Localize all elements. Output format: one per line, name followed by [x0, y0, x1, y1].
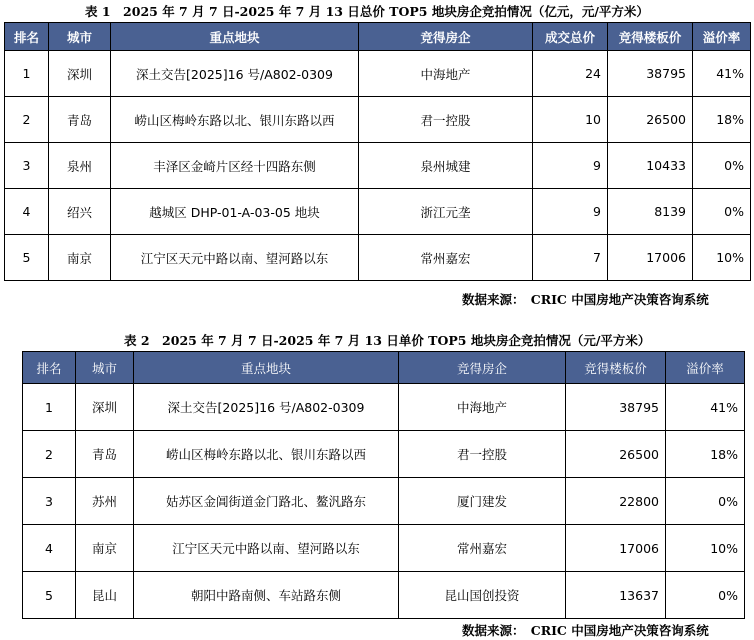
col-premium-rate: 溢价率 [666, 352, 745, 384]
top5-total-price-table [4, 22, 751, 281]
total-price-cell: 9 [533, 189, 608, 235]
city-cell: 昆山 [76, 572, 134, 619]
total-price-cell: 9 [533, 143, 608, 189]
premium-rate-cell: 0% [666, 572, 745, 619]
developer-cell: 君一控股 [359, 97, 533, 143]
rank-cell: 4 [23, 525, 76, 572]
rank-cell: 1 [5, 51, 49, 97]
developer-cell: 中海地产 [399, 384, 566, 431]
floor-price-cell: 26500 [566, 431, 666, 478]
col-floor-price: 竞得楼板价 [608, 23, 693, 51]
floor-price-cell: 8139 [608, 189, 693, 235]
rank-cell: 3 [5, 143, 49, 189]
floor-price-cell: 17006 [566, 525, 666, 572]
table-row [23, 525, 745, 572]
parcel-cell: 深土交告[2025]16 号/A802-0309 [111, 51, 359, 97]
table-header-row [5, 23, 751, 51]
city-cell: 深圳 [49, 51, 111, 97]
table-row [5, 235, 751, 281]
city-cell: 青岛 [76, 431, 134, 478]
col-developer: 竞得房企 [399, 352, 566, 384]
col-parcel: 重点地块 [111, 23, 359, 51]
table-row [23, 572, 745, 619]
total-price-cell: 7 [533, 235, 608, 281]
parcel-cell: 深土交告[2025]16 号/A802-0309 [134, 384, 399, 431]
rank-cell: 3 [23, 478, 76, 525]
city-cell: 青岛 [49, 97, 111, 143]
table-row [5, 189, 751, 235]
floor-price-cell: 10433 [608, 143, 693, 189]
floor-price-cell: 17006 [608, 235, 693, 281]
col-parcel: 重点地块 [134, 352, 399, 384]
rank-cell: 5 [23, 572, 76, 619]
parcel-cell: 江宁区天元中路以南、望河路以东 [134, 525, 399, 572]
floor-price-cell: 13637 [566, 572, 666, 619]
table-row [5, 51, 751, 97]
table2-caption: 表 2 2025 年 7 月 7 日-2025 年 7 月 13 日单价 TOP5 地块房企竞拍情况（元/平方米） [124, 333, 651, 348]
city-cell: 南京 [76, 525, 134, 572]
rank-cell: 2 [23, 431, 76, 478]
rank-cell: 1 [23, 384, 76, 431]
col-floor-price: 竞得楼板价 [566, 352, 666, 384]
table-row [23, 431, 745, 478]
col-rank: 排名 [23, 352, 76, 384]
floor-price-cell: 38795 [608, 51, 693, 97]
table1-caption: 表 1 2025 年 7 月 7 日-2025 年 7 月 13 日总价 TOP5 地块房企竞拍情况（亿元，元/平方米） [85, 4, 649, 19]
table2-source: 数据来源： CRIC 中国房地产决策咨询系统 [462, 623, 709, 638]
rank-cell: 2 [5, 97, 49, 143]
col-premium-rate: 溢价率 [693, 23, 751, 51]
developer-cell: 常州嘉宏 [359, 235, 533, 281]
developer-cell: 君一控股 [399, 431, 566, 478]
city-cell: 南京 [49, 235, 111, 281]
floor-price-cell: 26500 [608, 97, 693, 143]
table1-source: 数据来源： CRIC 中国房地产决策咨询系统 [462, 292, 709, 307]
table-row [23, 384, 745, 431]
parcel-cell: 朝阳中路南侧、车站路东侧 [134, 572, 399, 619]
table-row [5, 97, 751, 143]
city-cell: 深圳 [76, 384, 134, 431]
parcel-cell: 姑苏区金阊街道金门路北、鳌汎路东 [134, 478, 399, 525]
table-row [5, 143, 751, 189]
table-row [23, 478, 745, 525]
premium-rate-cell: 0% [666, 478, 745, 525]
developer-cell: 浙江元垄 [359, 189, 533, 235]
premium-rate-cell: 41% [666, 384, 745, 431]
developer-cell: 中海地产 [359, 51, 533, 97]
premium-rate-cell: 0% [693, 143, 751, 189]
developer-cell: 泉州城建 [359, 143, 533, 189]
col-city: 城市 [76, 352, 134, 384]
premium-rate-cell: 0% [693, 189, 751, 235]
parcel-cell: 丰泽区金崎片区经十四路东侧 [111, 143, 359, 189]
floor-price-cell: 22800 [566, 478, 666, 525]
developer-cell: 常州嘉宏 [399, 525, 566, 572]
parcel-cell: 崂山区梅岭东路以北、银川东路以西 [134, 431, 399, 478]
city-cell: 绍兴 [49, 189, 111, 235]
col-city: 城市 [49, 23, 111, 51]
city-cell: 苏州 [76, 478, 134, 525]
developer-cell: 昆山国创投资 [399, 572, 566, 619]
rank-cell: 5 [5, 235, 49, 281]
parcel-cell: 江宁区天元中路以南、望河路以东 [111, 235, 359, 281]
premium-rate-cell: 18% [693, 97, 751, 143]
premium-rate-cell: 18% [666, 431, 745, 478]
premium-rate-cell: 41% [693, 51, 751, 97]
top5-unit-price-table [22, 351, 745, 619]
floor-price-cell: 38795 [566, 384, 666, 431]
col-total-price: 成交总价 [533, 23, 608, 51]
total-price-cell: 24 [533, 51, 608, 97]
city-cell: 泉州 [49, 143, 111, 189]
developer-cell: 厦门建发 [399, 478, 566, 525]
parcel-cell: 越城区 DHP-01-A-03-05 地块 [111, 189, 359, 235]
premium-rate-cell: 10% [693, 235, 751, 281]
table-header-row [23, 352, 745, 384]
rank-cell: 4 [5, 189, 49, 235]
premium-rate-cell: 10% [666, 525, 745, 572]
col-developer: 竞得房企 [359, 23, 533, 51]
total-price-cell: 10 [533, 97, 608, 143]
parcel-cell: 崂山区梅岭东路以北、银川东路以西 [111, 97, 359, 143]
col-rank: 排名 [5, 23, 49, 51]
